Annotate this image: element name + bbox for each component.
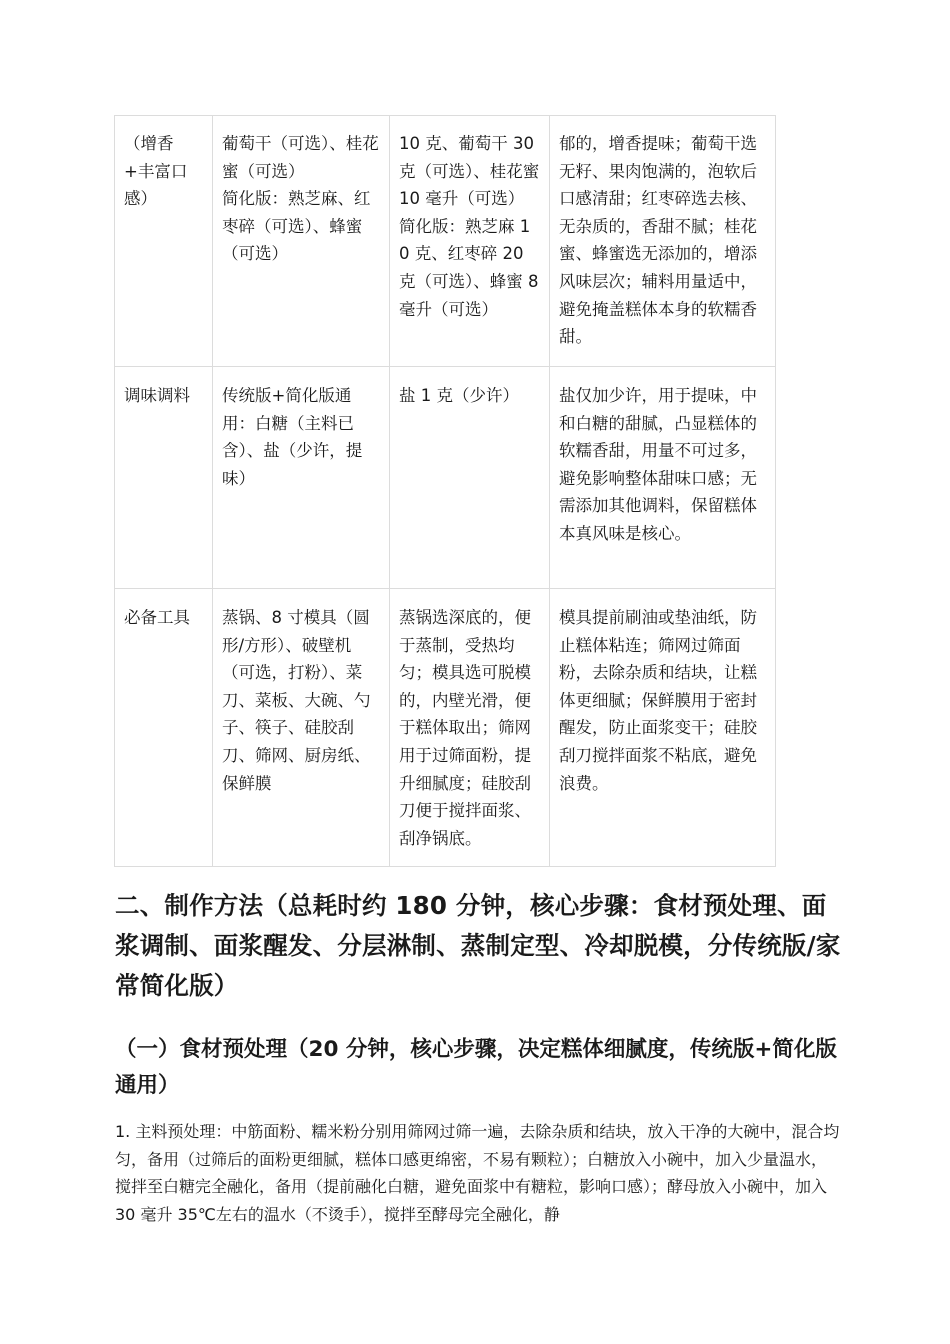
table-row: [115, 367, 776, 589]
cell-text: 葡萄干（可选）、桂花蜜（可选）: [222, 134, 379, 181]
cell-text: 调味调料: [124, 386, 190, 405]
cell-text: 简化版：熟芝麻、红枣碎（可选）、蜂蜜（可选）: [222, 189, 371, 264]
cell-text: 蒸锅、8 寸模具（圆形/方形）、破壁机（可选，打粉）、菜刀、菜板、大碗、勺子、筷子、硅胶刮刀、筛网、厨房纸、保鲜膜: [222, 608, 371, 793]
table-cell-amount: [390, 116, 550, 367]
cell-text: （增香+丰富口感）: [124, 134, 188, 209]
cell-text: 盐仅加少许，用于提味，中和白糖的甜腻，凸显糕体的软糯香甜，用量不可过多，避免影响整体甜味口感；无需添加其他调料，保留糕体本真风味是核心。: [559, 386, 757, 543]
cell-text: 必备工具: [124, 608, 190, 627]
table-cell-category: [115, 116, 213, 367]
table-cell-ingredients: [213, 589, 390, 867]
table-cell-category: [115, 589, 213, 867]
table-cell-notes: [550, 589, 776, 867]
cell-text: 蒸锅选深底的，便于蒸制，受热均匀；模具选可脱模的，内壁光滑，便于糕体取出；筛网用于过筛面粉，提升细腻度；硅胶刮刀便于搅拌面浆、刮净锅底。: [399, 608, 531, 848]
table-row: [115, 116, 776, 367]
cell-text: 简化版：熟芝麻 10 克、红枣碎 20 克（可选）、蜂蜜 8 毫升（可选）: [399, 216, 539, 319]
cell-text: 模具提前刷油或垫油纸，防止糕体粘连；筛网过筛面粉，去除杂质和结块，让糕体更细腻；保鲜膜用于密封醒发，防止面浆变干；硅胶刮刀搅拌面浆不粘底，避免浪费。: [559, 608, 757, 793]
table-cell-notes: [550, 367, 776, 589]
subsection-heading: （一）食材预处理（20 分钟，核心步骤，决定糕体细腻度，传统版+简化版通用）: [115, 1037, 837, 1098]
table-cell-ingredients: [213, 116, 390, 367]
step-paragraph: 1. 主料预处理：中筋面粉、糯米粉分别用筛网过筛一遍，去除杂质和结块，放入干净的大碗中，混合均匀，备用（过筛后的面粉更细腻，糕体口感更绵密，不易有颗粒）；白糖放入小碗中，加入少量温水，搅拌至白糖完全融化，备用（提前融化白糖，避免面浆中有糖粒，影响口感）；酵母放入小碗中，加入 30 毫升 35℃左右的温水（不烫手），搅拌至酵母完全融化，静: [115, 1122, 840, 1224]
table-cell-amount: [390, 367, 550, 589]
table-cell-ingredients: [213, 367, 390, 589]
table-cell-category: [115, 367, 213, 589]
table-row: [115, 589, 776, 867]
cell-text: 郁的，增香提味；葡萄干选无籽、果肉饱满的，泡软后口感清甜；红枣碎选去核、无杂质的，香甜不腻；桂花蜜、蜂蜜选无添加的，增添风味层次；辅料用量适中，避免掩盖糕体本身的软糯香甜。: [559, 134, 757, 347]
cell-text: 10 克、葡萄干 30 克（可选）、桂花蜜 10 毫升（可选）: [399, 134, 540, 209]
table-cell-notes: [550, 116, 776, 367]
cell-text: 传统版+简化版通用：白糖（主料已含）、盐（少许，提味）: [222, 386, 363, 488]
cell-text: 盐 1 克（少许）: [399, 386, 519, 405]
table-cell-amount: [390, 589, 550, 867]
ingredients-table: [114, 115, 776, 867]
section-heading: 二、制作方法（总耗时约 180 分钟，核心步骤：食材预处理、面浆调制、面浆醒发、分层淋制、蒸制定型、冷却脱模，分传统版/家常简化版）: [115, 891, 841, 1000]
